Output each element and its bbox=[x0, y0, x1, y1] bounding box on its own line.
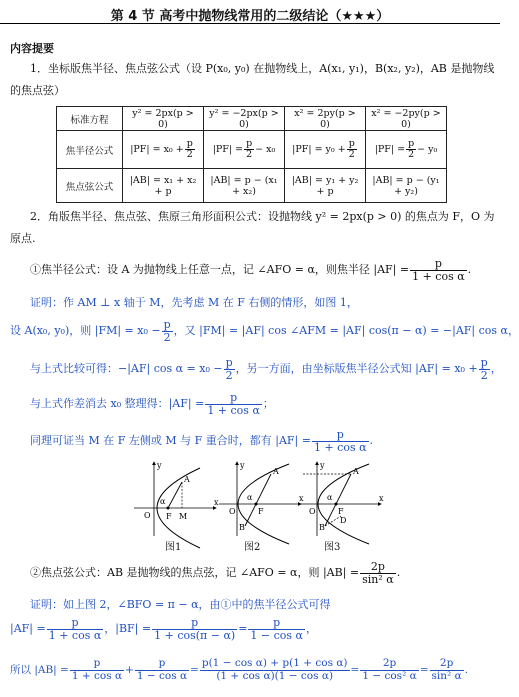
table-cell: 标准方程 bbox=[57, 107, 123, 131]
numerator: 2p bbox=[360, 561, 396, 574]
formula-text: ②焦点弦公式：AB 是抛物线的焦点弦，记 ∠AFO = α，则 |AB| = bbox=[30, 566, 360, 579]
proof2-line-c: 所以 |AB| = $\frac{p}{\text{1 + cos α}}$ + $\frac{p}{\text{1 − cos α}}$ = $\frac{\text{p(1 − cos α) + p(1 + cos α)}}{\text{(1 + cos α)(1 − cos α)}}$ = $\frac{2p}{\text{1 − cos² α}}$ = $\frac{2p}{\text{sin² α}}$ . bbox=[10, 657, 469, 682]
proof-text: = bbox=[238, 622, 248, 635]
proof1-line-c: 与上式比较可得：−|AF| cos α = x₀ − $\frac{p}{2}$ ，另一方面，由坐标版焦半径公式知 |AF| = x₀ + $\frac{p}{2}$ ， bbox=[30, 355, 502, 382]
denominator: 2 bbox=[186, 149, 193, 160]
fraction bbox=[47, 617, 104, 641]
figure-2-caption: 图2 bbox=[244, 542, 261, 553]
proof-text: ，又 |FM| = |AF| cos ∠AFM = |AF| cos(π − α) = −|AF| cos α， bbox=[173, 324, 519, 337]
cell-text: |PF| = y₀ + bbox=[292, 144, 346, 155]
denominator: 1 − cos α bbox=[136, 669, 188, 682]
denominator: 1 − cos² α bbox=[362, 669, 417, 682]
proof-text: 与上式比较可得：−|AF| cos α = x₀ − bbox=[30, 362, 223, 375]
numerator: 2p bbox=[430, 658, 464, 670]
numerator: p bbox=[163, 317, 171, 331]
table-row bbox=[57, 131, 447, 169]
cell-text: − y₀ bbox=[417, 144, 438, 155]
numerator: p bbox=[205, 392, 262, 405]
formula-table bbox=[56, 106, 447, 203]
proof2-line-a: 证明：如上图 2，∠BFO = π − α，由①中的焦半径公式可得 bbox=[30, 598, 331, 611]
label-x: x bbox=[299, 494, 304, 503]
item1-line-a: 1．坐标版焦半径、焦点弦公式（设 P(x₀, y₀) 在抛物线上，A(x₁, y₁)，B(x₂, y₂)，AB 是抛物线 bbox=[30, 62, 495, 75]
fraction bbox=[200, 658, 350, 681]
denominator: 1 + cos α bbox=[313, 440, 367, 454]
label-x: x bbox=[214, 498, 219, 507]
fraction bbox=[185, 139, 195, 160]
label-M: M bbox=[179, 512, 188, 521]
label-alpha: α bbox=[247, 493, 253, 502]
numerator: p bbox=[480, 355, 488, 369]
table-cell bbox=[204, 131, 285, 169]
denominator: 1 − cos α bbox=[250, 628, 303, 642]
numerator: p bbox=[348, 138, 355, 150]
label-O: O bbox=[309, 507, 316, 516]
figure-1 bbox=[130, 460, 220, 538]
fraction bbox=[244, 139, 254, 160]
label-D: D bbox=[340, 516, 347, 525]
proof-text: 所以 |AB| = bbox=[10, 664, 69, 676]
denominator: 1 + cos α bbox=[207, 403, 260, 417]
fraction bbox=[152, 617, 237, 641]
label-y: y bbox=[320, 461, 325, 470]
label-F: F bbox=[258, 507, 264, 516]
label-O: O bbox=[144, 511, 151, 520]
proof-text: ，|BF| = bbox=[104, 622, 152, 635]
fraction bbox=[406, 139, 416, 160]
denominator: 2 bbox=[225, 368, 233, 382]
cell-text: |PF| = x₀ + bbox=[130, 144, 184, 155]
focal-chord-formula: ②焦点弦公式：AB 是抛物线的焦点弦，记 ∠AFO = α，则 |AB| = $\frac{2p}{\text{sin² α}}$ . bbox=[30, 559, 401, 586]
denominator: sin² α bbox=[431, 669, 462, 682]
numerator: p bbox=[410, 258, 467, 271]
table-cell: |AB| = x₁ + x₂ + p bbox=[123, 169, 204, 203]
label-alpha: α bbox=[327, 493, 333, 502]
numerator: p bbox=[186, 138, 193, 150]
numerator: p bbox=[152, 617, 237, 630]
numerator: p bbox=[248, 617, 305, 630]
table-cell: 焦半径公式 bbox=[57, 131, 123, 169]
fraction bbox=[410, 258, 467, 282]
table-cell: y² = −2px(p > 0) bbox=[204, 107, 285, 131]
numerator: p bbox=[225, 355, 233, 369]
label-A: A bbox=[273, 467, 279, 476]
table-cell: |AB| = p − (x₁ + x₂) bbox=[204, 169, 285, 203]
label-y: y bbox=[240, 461, 245, 470]
proof-text: |AF| = bbox=[10, 622, 46, 635]
numerator: p bbox=[135, 658, 189, 670]
item2-line-b: 原点. bbox=[10, 232, 36, 245]
table-cell bbox=[123, 131, 204, 169]
table-cell: x² = 2py(p > 0) bbox=[285, 107, 366, 131]
denominator: 2 bbox=[348, 149, 355, 160]
denominator: sin² α bbox=[362, 572, 394, 586]
label-x: x bbox=[379, 494, 384, 503]
table-cell: |AB| = p − (y₁ + y₂) bbox=[366, 169, 447, 203]
table-row bbox=[57, 107, 447, 131]
fraction bbox=[70, 658, 124, 681]
numerator: p bbox=[312, 429, 369, 442]
figure-2 bbox=[215, 460, 305, 538]
label-B: B bbox=[239, 523, 245, 532]
denominator: 2 bbox=[246, 149, 253, 160]
proof-text: ，另一方面，由坐标版焦半径公式知 |AF| = x₀ + bbox=[235, 362, 478, 375]
proof-text: 同理可证当 M 在 F 左侧或 M 与 F 重合时，都有 |AF| = bbox=[30, 434, 311, 447]
denominator: 2 bbox=[408, 149, 415, 160]
table-cell bbox=[366, 131, 447, 169]
item2-line-a: 2．角版焦半径、焦点弦、焦原三角形面积公式：设抛物线 y² = 2px(p > 0) 的焦点为 F，O 为 bbox=[30, 210, 495, 223]
fraction bbox=[479, 357, 490, 381]
figure-3 bbox=[295, 460, 385, 538]
fraction bbox=[135, 658, 189, 681]
numerator: p bbox=[408, 138, 415, 150]
denominator: 1 + cos(π − α) bbox=[154, 628, 236, 642]
figure-1-caption: 图1 bbox=[165, 542, 182, 553]
cell-text: |PF| = bbox=[374, 144, 406, 155]
fraction bbox=[162, 319, 173, 343]
table-cell: x² = −2py(p > 0) bbox=[366, 107, 447, 131]
denominator: (1 + cos α)(1 − cos α) bbox=[216, 669, 334, 682]
formula-text: ①焦半径公式：设 A 为抛物线上任意一点，记 ∠AFO = α，则焦半径 |AF| = bbox=[30, 263, 410, 276]
proof1-line-a: 证明：作 AM ⊥ x 轴于 M，先考虑 M 在 F 右侧的情形，如图 1， bbox=[30, 296, 358, 309]
proof2-line-b: |AF| = $\frac{p}{\text{1 + cos α}}$ ，|BF| = $\frac{p}{1 + \cos(\pi - \alpha)}$ = $\frac{p}{\text{1 − cos α}}$ ， bbox=[10, 615, 317, 642]
figure-3-caption: 图3 bbox=[324, 542, 341, 553]
fraction bbox=[360, 658, 418, 681]
label-A: A bbox=[184, 475, 190, 484]
proof1-line-e: 同理可证当 M 在 F 左侧或 M 与 F 重合时，都有 |AF| = $\frac{p}{\text{1 + cos α}}$ . bbox=[30, 427, 374, 454]
denominator: 2 bbox=[480, 368, 488, 382]
denominator: 1 + cos α bbox=[412, 269, 465, 283]
label-y: y bbox=[157, 461, 162, 470]
denominator: 2 bbox=[163, 330, 171, 344]
label-F: F bbox=[338, 507, 344, 516]
fraction bbox=[360, 561, 396, 585]
label-alpha: α bbox=[160, 497, 166, 506]
proof-text: 与上式作差消去 x₀ 整理得：|AF| = bbox=[30, 397, 205, 410]
numerator: 2p bbox=[360, 658, 418, 670]
numerator: p(1 − cos α) + p(1 + cos α) bbox=[201, 657, 348, 670]
cell-text: |PF| = bbox=[212, 144, 244, 155]
numerator: p bbox=[47, 617, 104, 630]
label-F: F bbox=[166, 512, 172, 521]
fraction bbox=[224, 357, 235, 381]
title-bar bbox=[0, 2, 500, 24]
table-cell bbox=[285, 131, 366, 169]
table-cell: y² = 2px(p > 0) bbox=[123, 107, 204, 131]
denominator: 1 + cos α bbox=[71, 669, 123, 682]
denominator: 1 + cos α bbox=[48, 628, 102, 642]
table-cell: |AB| = y₁ + y₂ + p bbox=[285, 169, 366, 203]
label-A: A bbox=[353, 467, 359, 476]
numerator: p bbox=[246, 138, 253, 150]
cell-text: − x₀ bbox=[255, 144, 276, 155]
proof1-line-d: 与上式作差消去 x₀ 整理得：|AF| = $\frac{p}{\text{1 + cos α}}$ ； bbox=[30, 390, 274, 417]
label-B: B bbox=[319, 523, 325, 532]
focal-radius-formula: ①焦半径公式：设 A 为抛物线上任意一点，记 ∠AFO = α，则焦半径 |AF| = $\frac{p}{\text{1 + cos α}}$ . bbox=[30, 256, 472, 283]
table-row bbox=[57, 169, 447, 203]
item1-line-b: 的焦点弦） bbox=[10, 84, 65, 97]
table-cell: 焦点弦公式 bbox=[57, 169, 123, 203]
numerator: p bbox=[70, 658, 124, 670]
fraction bbox=[205, 392, 262, 416]
label-O: O bbox=[229, 507, 236, 516]
fraction bbox=[347, 139, 357, 160]
section-heading: 内容提要 bbox=[10, 42, 54, 55]
proof1-line-b bbox=[10, 318, 519, 344]
fraction bbox=[248, 617, 305, 641]
page-title: 第 4 节 高考中抛物线常用的二级结论（★★★） bbox=[110, 9, 390, 24]
proof-text: 设 A(x₀, y₀)，则 |FM| = x₀ − bbox=[10, 324, 161, 337]
fraction bbox=[312, 429, 369, 453]
fraction bbox=[430, 658, 464, 681]
